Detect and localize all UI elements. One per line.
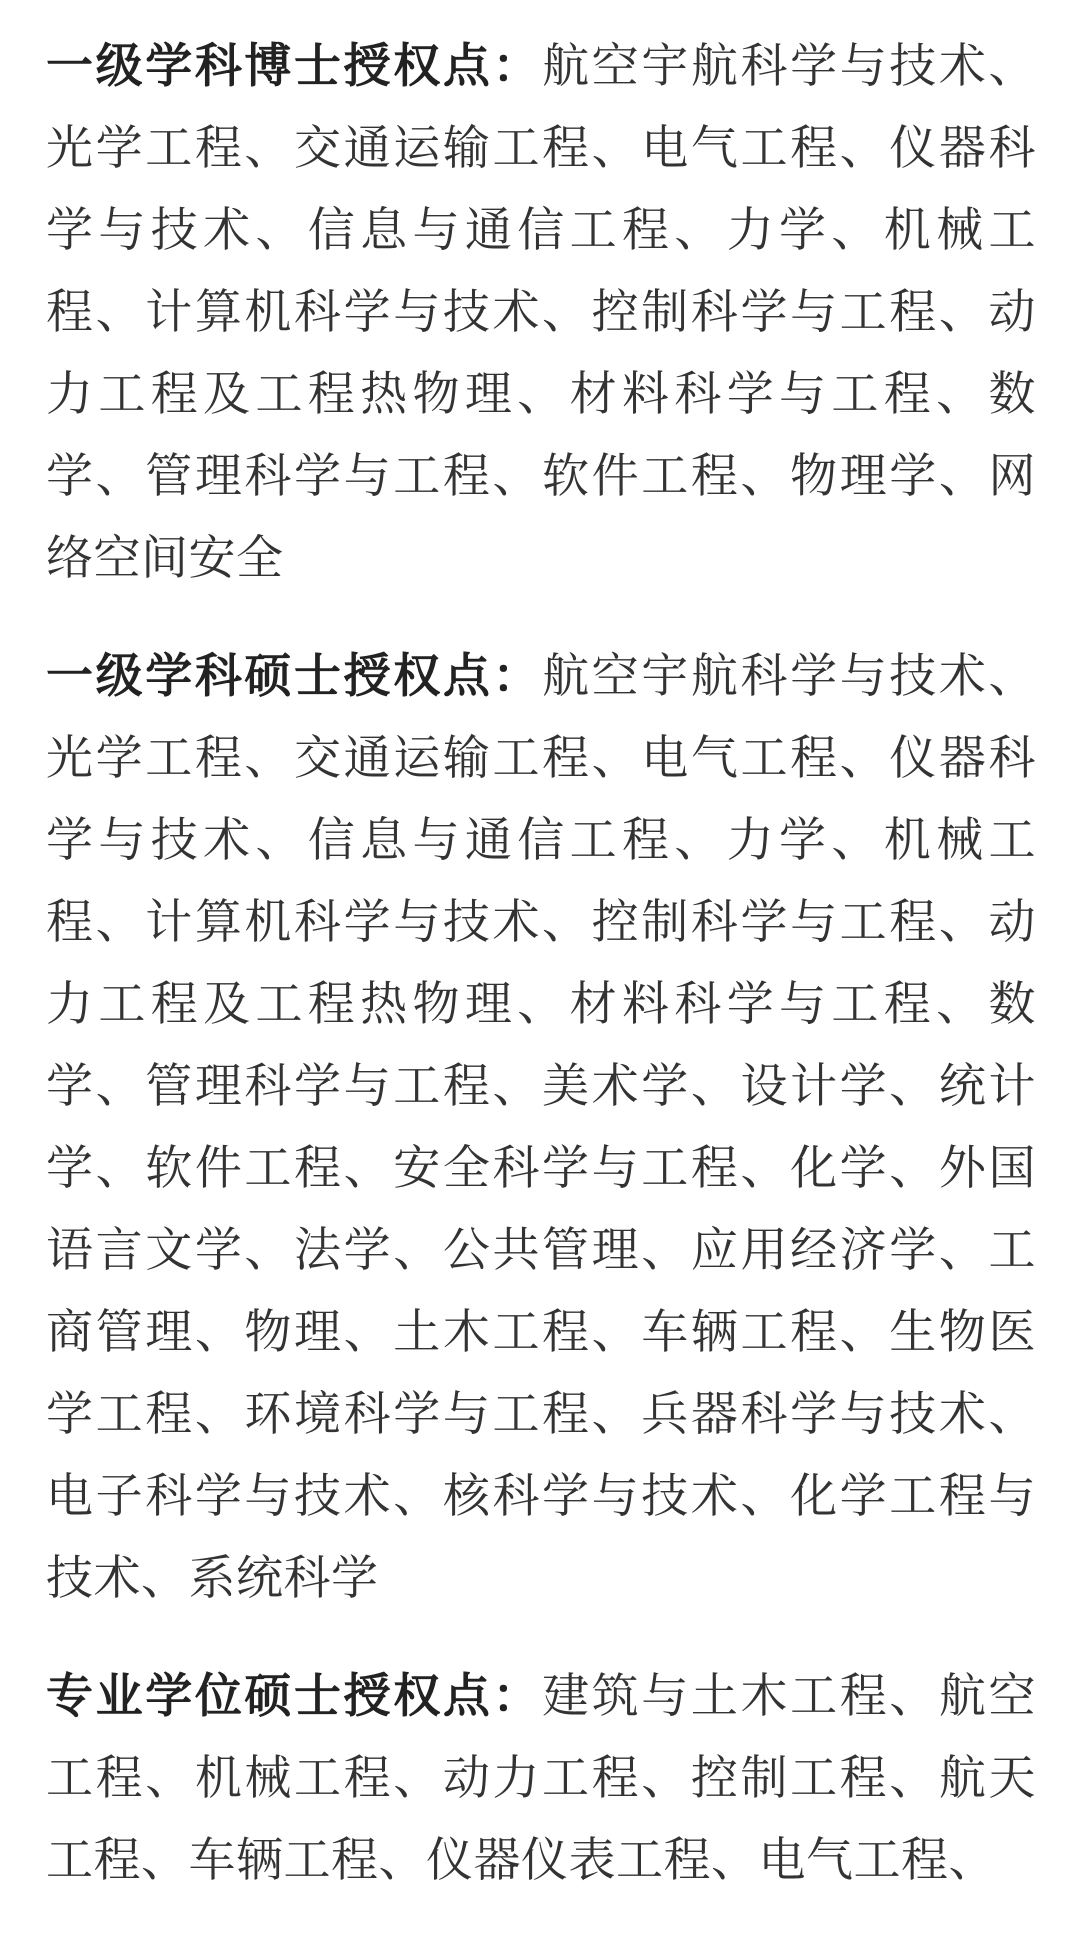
section-label: 一级学科硕士授权点	[46, 649, 493, 704]
section-doctoral-first-level	[46, 26, 1036, 600]
section-text: 航空宇航科学与技术、光学工程、交通运输工程、电气工程、仪器科学与技术、信息与通信工程、力学、机械工程、计算机科学与技术、控制科学与工程、动力工程及工程热物理、材料科学与工程、数学、管理科学与工程、软件工程、物理学、网络空间安全	[46, 39, 1037, 586]
section-separator: ：	[492, 1669, 543, 1724]
section-text: 航空宇航科学与技术、光学工程、交通运输工程、电气工程、仪器科学与技术、信息与通信工程、力学、机械工程、计算机科学与技术、控制科学与工程、动力工程及工程热物理、材料科学与工程、数学、管理科学与工程、美术学、设计学、统计学、软件工程、安全科学与工程、化学、外国语言文学、法学、公共管理、应用经济学、工商管理、物理、土木工程、车辆工程、生物医学工程、环境科学与工程、兵器科学与技术、电子科学与技术、核科学与技术、化学工程与技术、系统科学	[46, 649, 1037, 1606]
section-separator: ：	[492, 649, 543, 704]
section-master-first-level	[46, 636, 1036, 1620]
section-label: 专业学位硕士授权点	[46, 1669, 493, 1724]
article-body	[46, 26, 1036, 1938]
section-label: 一级学科博士授权点	[46, 39, 493, 94]
section-separator: ：	[492, 39, 543, 94]
section-professional-master	[46, 1656, 1036, 1902]
section-text: 建筑与土木工程、航空工程、机械工程、动力工程、控制工程、航天工程、车辆工程、仪器仪表工程、电气工程、	[46, 1669, 1037, 1888]
